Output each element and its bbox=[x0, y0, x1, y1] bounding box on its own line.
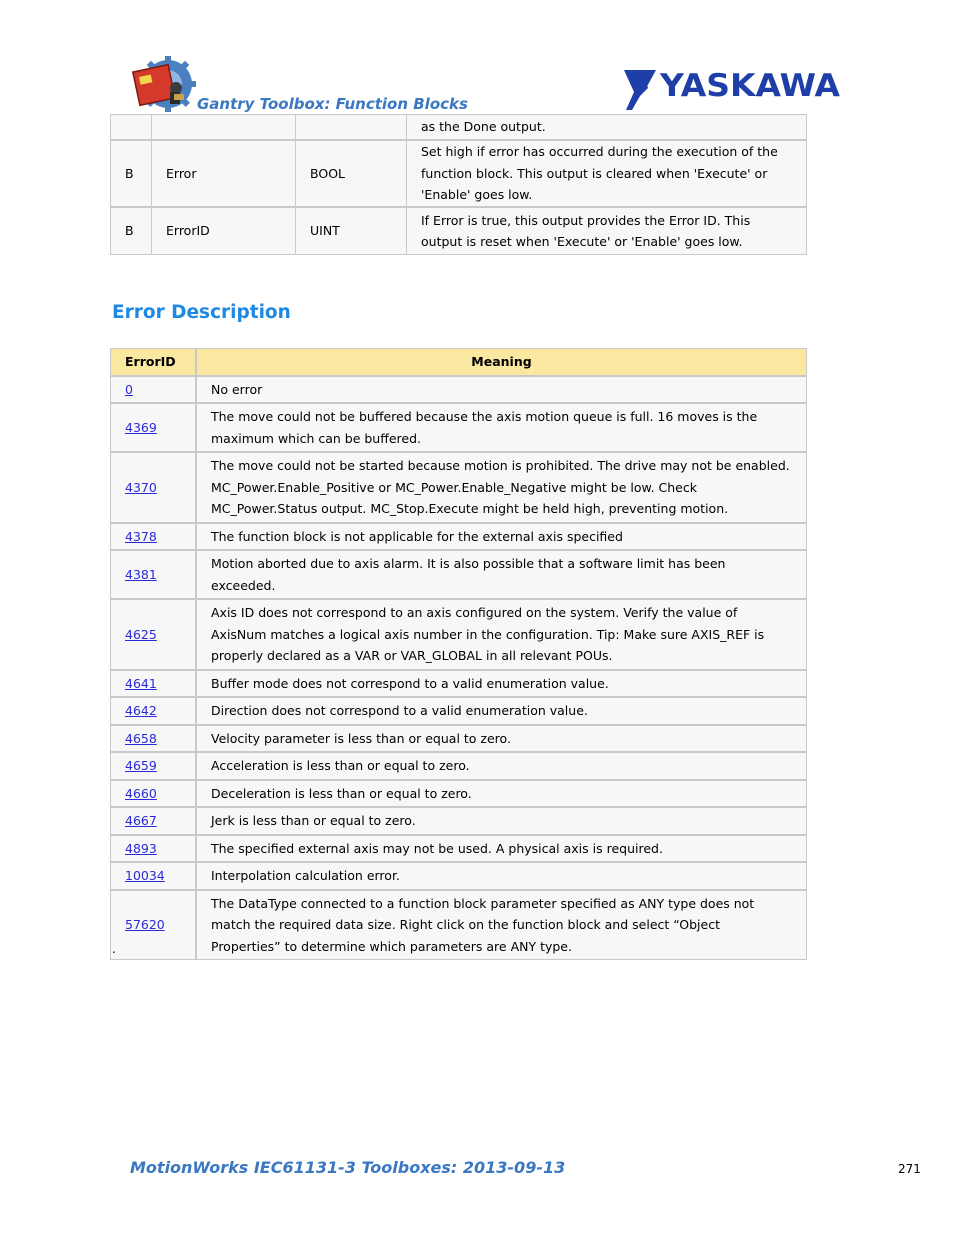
meaning-cell: Buffer mode does not correspond to a valid enumeration value. bbox=[197, 671, 806, 699]
footer-title: MotionWorks IEC61131-3 Toolboxes: 2013-09-13 bbox=[130, 1158, 566, 1177]
error-id-link[interactable]: 57620 bbox=[125, 917, 165, 932]
table-cell: B bbox=[111, 208, 152, 254]
error-id-link[interactable]: 4659 bbox=[125, 758, 157, 773]
brand-wordmark: YASKAWA bbox=[658, 68, 841, 104]
table-row bbox=[111, 698, 806, 726]
table-row bbox=[111, 891, 806, 960]
meaning-cell: Axis ID does not correspond to an axis configured on the system. Verify the value of AxisNum matches a logical axis number in the configuration. Tip: Make sure AXIS_REF is properly declared as a VAR or VAR_GLOBAL in all relevant POUs. bbox=[197, 600, 806, 671]
error-id-link[interactable]: 4641 bbox=[125, 675, 157, 691]
meaning-cell: Motion aborted due to axis alarm. It is also possible that a software limit has been exceeded. bbox=[197, 551, 806, 600]
error-id-link[interactable]: 4642 bbox=[125, 703, 157, 718]
gantry-toolbox-logo-icon bbox=[130, 56, 200, 112]
error-id-link[interactable]: 4381 bbox=[125, 566, 157, 582]
meaning-cell: No error bbox=[197, 377, 806, 405]
meaning-cell: Jerk is less than or equal to zero. bbox=[197, 808, 806, 836]
meaning-cell: The move could not be buffered because the axis motion queue is full. 16 moves is the maximum which can be buffered. bbox=[197, 404, 806, 453]
table-cell bbox=[296, 115, 407, 141]
error-id-cell bbox=[111, 891, 197, 960]
error-id-link[interactable]: 0 bbox=[125, 381, 133, 397]
error-id-link[interactable]: 4378 bbox=[125, 528, 157, 544]
table-row bbox=[111, 208, 806, 254]
error-id-cell bbox=[111, 781, 197, 809]
table-row bbox=[111, 551, 806, 600]
error-id-cell bbox=[111, 671, 197, 699]
error-table bbox=[110, 348, 807, 960]
error-id-cell bbox=[111, 698, 197, 726]
error-id-cell bbox=[111, 404, 197, 453]
table-row bbox=[111, 141, 806, 208]
table-cell bbox=[111, 115, 152, 141]
table-row bbox=[111, 453, 806, 524]
page-number: 271 bbox=[898, 1162, 921, 1176]
table-row bbox=[111, 404, 806, 453]
table-cell: Error bbox=[152, 141, 296, 208]
table-row bbox=[111, 671, 806, 699]
meaning-cell: Velocity parameter is less than or equal to zero. bbox=[197, 726, 806, 754]
table-header-row bbox=[111, 349, 806, 377]
table-cell: ErrorID bbox=[152, 208, 296, 254]
table-row bbox=[111, 115, 806, 141]
meaning-cell: Deceleration is less than or equal to zero. bbox=[197, 781, 806, 809]
meaning-cell: The function block is not applicable for the external axis specified bbox=[197, 524, 806, 552]
table-cell bbox=[152, 115, 296, 141]
table-row bbox=[111, 524, 806, 552]
error-id-link[interactable]: 4625 bbox=[125, 626, 157, 642]
error-id-cell bbox=[111, 453, 197, 524]
meaning-cell: The DataType connected to a function block parameter specified as ANY type does not match the required data size. Right click on the function block and select “Object Properties” to determine which parameters are ANY type. bbox=[197, 891, 806, 960]
error-id-link[interactable]: 4660 bbox=[125, 785, 157, 801]
table-row bbox=[111, 753, 806, 781]
table-row bbox=[111, 836, 806, 864]
error-id-link[interactable]: 4658 bbox=[125, 730, 157, 746]
table-cell: If Error is true, this output provides the Error ID. This output is reset when 'Execute' or 'Enable' goes low. bbox=[407, 208, 806, 254]
error-id-cell bbox=[111, 726, 197, 754]
meaning-cell: Direction does not correspond to a valid enumeration value. bbox=[197, 698, 806, 726]
error-id-cell bbox=[111, 863, 197, 891]
error-id-cell bbox=[111, 551, 197, 600]
error-id-link[interactable]: 4370 bbox=[125, 479, 157, 495]
column-header-errorid: ErrorID bbox=[111, 349, 197, 377]
yaskawa-logo-icon bbox=[622, 66, 844, 112]
error-id-cell bbox=[111, 377, 197, 405]
table-cell: as the Done output. bbox=[407, 115, 806, 141]
table-row bbox=[111, 726, 806, 754]
table-row bbox=[111, 600, 806, 671]
table-cell: UINT bbox=[296, 208, 407, 254]
trailing-dot: . bbox=[112, 942, 116, 956]
meaning-cell: The specified external axis may not be used. A physical axis is required. bbox=[197, 836, 806, 864]
meaning-cell: Interpolation calculation error. bbox=[197, 863, 806, 891]
meaning-cell: The move could not be started because motion is prohibited. The drive may not be enabled. MC_Power.Enable_Positive or MC_Power.Enable_Negative might be low. Check MC_Power.Status output. MC_Stop.Execute might be held high, preventing motion. bbox=[197, 453, 806, 524]
header-title: Gantry Toolbox: Function Blocks bbox=[197, 95, 468, 113]
error-id-cell bbox=[111, 836, 197, 864]
table-row bbox=[111, 808, 806, 836]
table-cell: BOOL bbox=[296, 141, 407, 208]
table-cell: Set high if error has occurred during the execution of the function block. This output is cleared when 'Execute' or 'Enable' goes low. bbox=[407, 141, 806, 208]
meaning-cell: Acceleration is less than or equal to zero. bbox=[197, 753, 806, 781]
error-id-link[interactable]: 4893 bbox=[125, 840, 157, 856]
table-row bbox=[111, 377, 806, 405]
error-id-cell bbox=[111, 808, 197, 836]
outputs-table bbox=[110, 114, 807, 255]
error-id-cell bbox=[111, 524, 197, 552]
error-id-cell bbox=[111, 753, 197, 781]
table-row bbox=[111, 781, 806, 809]
table-cell: B bbox=[111, 141, 152, 208]
error-id-link[interactable]: 4369 bbox=[125, 419, 157, 435]
error-id-link[interactable]: 4667 bbox=[125, 813, 157, 828]
section-title: Error Description bbox=[112, 302, 291, 323]
table-row bbox=[111, 863, 806, 891]
error-id-link[interactable]: 10034 bbox=[125, 868, 165, 883]
column-header-meaning: Meaning bbox=[197, 349, 806, 377]
error-id-cell bbox=[111, 600, 197, 671]
